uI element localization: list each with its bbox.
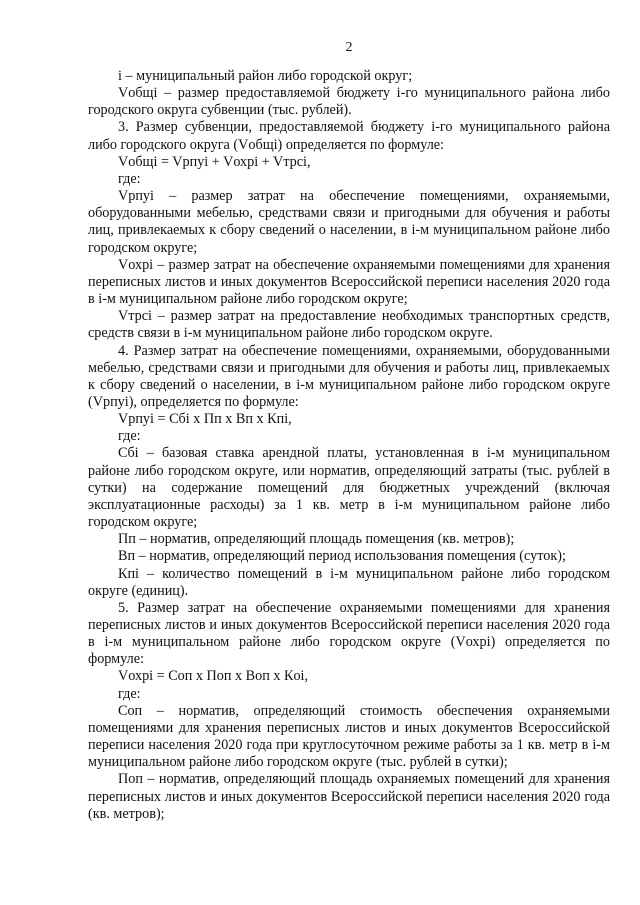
page-number: 2 xyxy=(345,40,353,55)
paragraph: Vохрi – размер затрат на обеспечение охраняемыми помещениями для хранения переписных листов и иных документов Всероссийской переписи населения 2020 года в i-м муниципальном районе либо городском округе; xyxy=(88,256,610,308)
paragraph: i – муниципальный район либо городской округ; xyxy=(118,68,413,84)
document-body xyxy=(88,68,610,823)
paragraph: Cбi – базовая ставка арендной платы, установленная в i-м муниципальном районе либо городском округе, или норматив, определяющий затраты (тыс. рублей в сутки) на содержание помещений для бюджетных учреждений (включая эксплуатационные расходы) за 1 кв. метр в i-м муниципальном районе либо городском округе; xyxy=(88,445,610,531)
paragraph: где: xyxy=(118,685,141,702)
paragraph: Vрпуi – размер затрат на обеспечение помещениями, охраняемыми, оборудованными мебелью, средствами связи и пригодными для обучения и работы лиц, привлекаемых к сбору сведений о населении, в i-м муниципальном районе либо городском округе; xyxy=(88,188,610,256)
paragraph: Кпi – количество помещений в i-м муниципальном районе либо городском округе (единиц). xyxy=(88,565,610,599)
paragraph: где: xyxy=(118,428,141,445)
formula: Vобщi = Vрпуi + Vохрi + Vтрсi, xyxy=(118,153,311,170)
paragraph: Cоп – норматив, определяющий стоимость обеспечения охраняемыми помещениями для хранения переписных листов и иных документов Всероссийской переписи населения 2020 года при круглосуточном режиме работы за 1 кв. метр в i-м муниципальном районе либо городском округе (тыс. рублей в сутки); xyxy=(88,702,610,771)
paragraph: Пп – норматив, определяющий площадь помещения (кв. метров); xyxy=(118,531,515,548)
paragraph: 5. Размер затрат на обеспечение охраняемыми помещениями для хранения переписных листов и иных документов Всероссийской переписи населения 2020 года в i-м муниципальном районе либо городском округе (Vохрi) определяется по формуле: xyxy=(88,599,610,668)
paragraph: Поп – норматив, определяющий площадь охраняемых помещений для хранения переписных листов и иных документов Всероссийской переписи населения 2020 года (кв. метров); xyxy=(88,771,610,822)
paragraph: Vобщi – размер предоставляемой бюджету i-го муниципального района либо городского округа субвенции (тыс. рублей). xyxy=(88,85,610,119)
paragraph: Bп – норматив, определяющий период использования помещения (суток); xyxy=(118,548,566,565)
paragraph: Vтрсi – размер затрат на предоставление необходимых транспортных средств, средств связи в i-м муниципальном районе либо городском округе. xyxy=(88,308,610,342)
paragraph: где: xyxy=(118,170,141,187)
paragraph: 4. Размер затрат на обеспечение помещениями, охраняемыми, оборудованными мебелью, средствами связи и пригодными для обучения и работы лиц, привлекаемых к сбору сведений о населении, в i-м муниципальном районе либо городском округе (Vрпуi), определяется по формуле: xyxy=(88,342,610,410)
paragraph: 3. Размер субвенции, предоставляемой бюджету i-го муниципального района либо городского округа (Vобщi) определяется по формуле: xyxy=(88,119,610,153)
formula: Vохрi = Cоп x Поп x Bоп x Кoi, xyxy=(118,668,309,685)
formula: Vрпуi = Cбi x Пп x Bп x Кпi, xyxy=(118,411,292,428)
